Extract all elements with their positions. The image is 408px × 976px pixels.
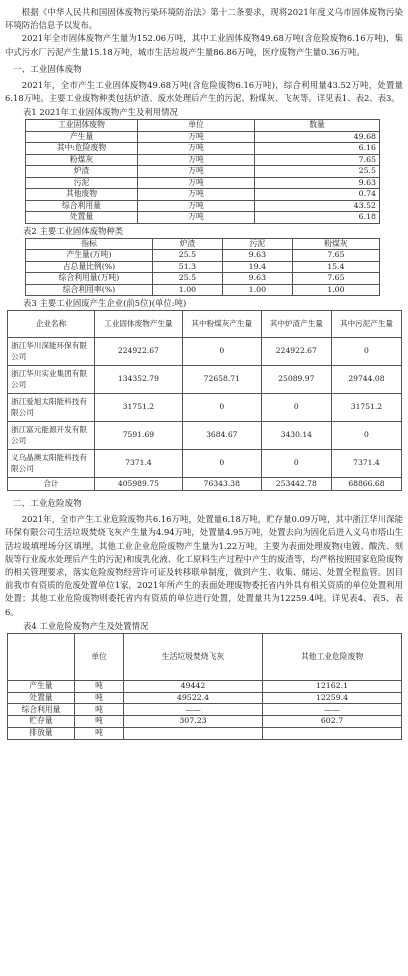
table3-caption: 表3 主要工业固废产生企业(前5位)(单位:吨) [23, 298, 187, 309]
table-header-cell [8, 633, 75, 680]
table-cell: 68866.68 [331, 478, 401, 491]
table-cell: 1.00 [292, 284, 379, 296]
table-cell: 31751.2 [95, 394, 183, 422]
table-cell: 浙江华川实业集团有限公司 [8, 366, 95, 394]
table-cell: 综合利用量(万吨) [26, 273, 153, 285]
table-cell: 25.5 [255, 166, 380, 178]
table-cell: 405989.75 [95, 478, 183, 491]
table-row [26, 189, 380, 201]
table-cell: 7.65 [292, 250, 379, 262]
table-header-cell: 生活垃圾焚烧飞灰 [124, 633, 263, 680]
table-cell: 9.63 [222, 273, 292, 285]
table-cell: 76343.38 [182, 478, 261, 491]
table-cell: 29744.08 [331, 366, 401, 394]
table-cell: 万吨 [138, 166, 255, 178]
table-cell: 3684.67 [182, 422, 261, 450]
table-header-cell: 污泥 [222, 238, 292, 250]
table-row [8, 338, 402, 366]
table-cell: 产生量 [26, 131, 138, 143]
table-cell: 义乌晶澳太阳能科技有限公司 [8, 450, 95, 478]
table-cell: 万吨 [138, 143, 255, 155]
table4 [7, 633, 402, 740]
table-header-cell: 其他工业危险废物 [263, 633, 402, 680]
table-cell: 浙江爱旭太阳能科技有限公司 [8, 394, 95, 422]
table-cell: 134352.79 [95, 366, 183, 394]
table3 [7, 310, 402, 491]
table-cell: 1.00 [222, 284, 292, 296]
table-header-cell: 指标 [26, 238, 153, 250]
table-cell: 224922.67 [95, 338, 183, 366]
table-cell: 浙江富元能源开发有限公司 [8, 422, 95, 450]
table-header-row [8, 311, 402, 338]
table-row [8, 692, 402, 704]
table-header-row [8, 633, 402, 680]
table-cell: 9.63 [255, 177, 380, 189]
table-cell: 产生量(万吨) [26, 250, 153, 262]
table-cell: —— [124, 704, 263, 716]
table-cell: 307.23 [124, 716, 263, 728]
table-row [26, 261, 380, 273]
table-cell: 吨 [75, 728, 124, 740]
table-cell: 综合利用率(%) [26, 284, 153, 296]
table-row [26, 273, 380, 285]
table-row [8, 450, 402, 478]
table-cell: 19.4 [222, 261, 292, 273]
table-cell: —— [263, 704, 402, 716]
table-row [8, 680, 402, 692]
table-cell: 处置量 [26, 212, 138, 224]
summary-paragraph: 2021年全市固体废物产生量为152.06万吨，其中工业固体废物49.68万吨(含危险废物6.16万吨)，集中式污水厂污泥产生量15.18万吨，城市生活垃圾产生量86.86万吨，医疗废物产生量0.36万吨。 [5, 33, 403, 57]
table-row [8, 728, 402, 740]
table-row [26, 166, 380, 178]
table-row [26, 131, 380, 143]
table2 [25, 238, 380, 297]
table-header-cell: 粉煤灰 [292, 238, 379, 250]
table-cell: 0 [182, 450, 261, 478]
table-cell: 产生量 [8, 680, 75, 692]
table-header-cell: 工业固体废物 [26, 120, 138, 132]
table-cell: 炉渣 [26, 166, 138, 178]
table-header-cell: 其中污泥产生量 [331, 311, 401, 338]
table-cell [263, 728, 402, 740]
table-cell: 7371.4 [331, 450, 401, 478]
table-cell: 占总量比例(%) [26, 261, 153, 273]
table-cell: 排放量 [8, 728, 75, 740]
table-cell [124, 728, 263, 740]
section1-paragraph: 2021年，全市产生工业固体废物49.68万吨(含危险废物6.16万吨)，综合利用量43.52万吨，处置量6.18万吨。主要工业废物种类包括炉渣、废水处理后产生的污泥、粉煤灰、飞灰等。详见表1、表2、表3。 [5, 79, 403, 104]
table-row [8, 394, 402, 422]
table-cell: 吨 [75, 680, 124, 692]
table-cell: 万吨 [138, 200, 255, 212]
table-cell: 综合利用量 [26, 200, 138, 212]
table-cell: 其中:危险废物 [26, 143, 138, 155]
table-cell: 0 [261, 450, 331, 478]
table-cell: 25089.97 [261, 366, 331, 394]
table-row [26, 154, 380, 166]
table-cell: 处置量 [8, 692, 75, 704]
table-header-cell: 单位 [138, 120, 255, 132]
table-cell: 合计 [8, 478, 95, 491]
table-cell: 贮存量 [8, 716, 75, 728]
table-cell: 污泥 [26, 177, 138, 189]
table-row [8, 366, 402, 394]
table1-caption: 表1 2021年工业固体废物产生及利用情况 [23, 107, 178, 118]
table-cell: 万吨 [138, 131, 255, 143]
table-cell: 15.4 [292, 261, 379, 273]
section2-title: 二、工业危险废物 [13, 499, 82, 510]
table-row [26, 212, 380, 224]
table-row [26, 177, 380, 189]
table-cell: 其他废物 [26, 189, 138, 201]
section1-title: 一、工业固体废物 [13, 64, 82, 75]
table-cell: 0.74 [255, 189, 380, 201]
table-header-cell: 其中炉渣产生量 [261, 311, 331, 338]
table-cell: 49.68 [255, 131, 380, 143]
table-cell: 25.5 [153, 250, 223, 262]
table-cell: 49522.4 [124, 692, 263, 704]
table4-caption: 表4 工业危险废物产生及处置情况 [23, 620, 149, 631]
table-row [8, 716, 402, 728]
table-cell: 0 [331, 338, 401, 366]
table-cell: 602.7 [263, 716, 402, 728]
table-cell: 综合利用量 [8, 704, 75, 716]
table-cell: 43.52 [255, 200, 380, 212]
table-cell: 0 [182, 338, 261, 366]
table-cell: 吨 [75, 704, 124, 716]
table-cell: 12259.4 [263, 692, 402, 704]
table-cell: 3430.14 [261, 422, 331, 450]
table-cell: 万吨 [138, 154, 255, 166]
intro-paragraph: 根据《中华人民共和国固体废物污染环境防治法》第十二条要求，现将2021年度义乌市固体废物污染环境防治信息予以发布。 [5, 7, 403, 31]
table-cell: 31751.2 [331, 394, 401, 422]
table-cell: 7.65 [255, 154, 380, 166]
table-header-cell: 炉渣 [153, 238, 223, 250]
table-total-row [8, 478, 402, 491]
table-cell: 0 [331, 422, 401, 450]
table-cell: 7.65 [292, 273, 379, 285]
table-cell: 浙江华川深能环保有限公司 [8, 338, 95, 366]
table-cell: 72658.71 [182, 366, 261, 394]
table-cell: 6.16 [255, 143, 380, 155]
table-row [8, 704, 402, 716]
table-cell: 万吨 [138, 177, 255, 189]
table-header-cell: 单位 [75, 633, 124, 680]
table2-caption: 表2 主要工业固体废物种类 [23, 225, 124, 236]
table-header-cell: 工业固体废物产生量 [95, 311, 183, 338]
section2-paragraph: 2021年，全市产生工业危险废物共6.16万吨，处置量6.18万吨，贮存量0.09万吨，其中浙江华川深能环保有限公司生活垃圾焚烧飞灰产生量为4.94万吨，处置量4.95万吨，处置去向为固化后进入义乌市塔山生活垃圾填埋场分区填埋。其他工业企业危险废物产生量为1.22万吨，主要为表面处理废物(电镀、酸洗、刻版等行业废水处理后产生的污泥)和废乳化液、化工原料生产过程中产生的废渣等，均严格按照国家危险废物的相关管理要求，落实危险废物经营许可证及转移联单制度，做到产生、收集、储运、处置全程监管。因目前我市有资质的危废处置单位1家，2021年所产生的表面处理废物委托省内外具有相关资质的单位处置利用处置；其他工业危险废物则委托省内有资质的单位进行处置，处置量共为12259.4吨。详见表4、表5、表6。 [5, 514, 403, 617]
table-header-row [26, 120, 380, 132]
table-cell: 9.63 [222, 250, 292, 262]
table-cell: 吨 [75, 716, 124, 728]
table-cell: 7591.69 [95, 422, 183, 450]
table-cell: 7371.4 [95, 450, 183, 478]
table-cell: 253442.78 [261, 478, 331, 491]
table-header-cell: 数量 [255, 120, 380, 132]
table-cell: 万吨 [138, 212, 255, 224]
table-cell: 25.5 [153, 273, 223, 285]
table-row [26, 200, 380, 212]
table-row [8, 422, 402, 450]
table-header-cell: 企业名称 [8, 311, 95, 338]
table-cell: 6.18 [255, 212, 380, 224]
table1 [25, 119, 380, 224]
table-cell: 51.3 [153, 261, 223, 273]
table-cell: 吨 [75, 692, 124, 704]
table-header-row [26, 238, 380, 250]
table-cell: 1.00 [153, 284, 223, 296]
table-cell: 0 [261, 394, 331, 422]
table-cell: 粉煤灰 [26, 154, 138, 166]
table-cell: 0 [182, 394, 261, 422]
table-cell: 49442 [124, 680, 263, 692]
table-cell: 224922.67 [261, 338, 331, 366]
table-row [26, 250, 380, 262]
table-row [26, 143, 380, 155]
table-header-cell: 其中粉煤灰产生量 [182, 311, 261, 338]
table-cell: 万吨 [138, 189, 255, 201]
table-row [26, 284, 380, 296]
table-cell: 12162.1 [263, 680, 402, 692]
